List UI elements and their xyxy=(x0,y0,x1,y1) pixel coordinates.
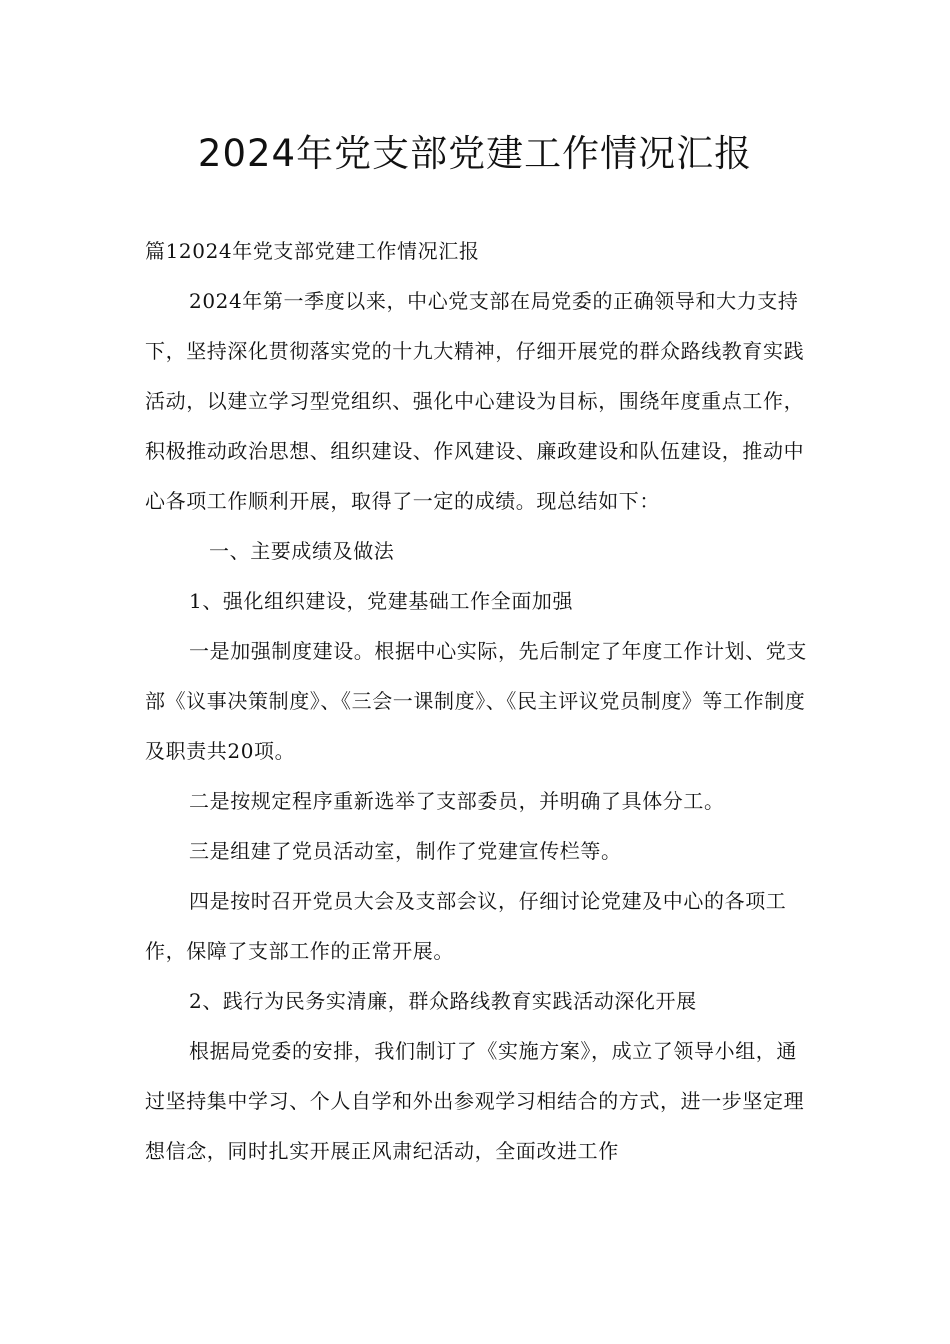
section-heading: 一、主要成绩及做法 xyxy=(209,539,395,563)
body-paragraph: 一是加强制度建设。根据中心实际，先后制定了年度工作计划、党支部《议事决策制度》、《三会一课制度》、《民主评议党员制度》等工作制度及职责共20项。 xyxy=(145,639,807,763)
article-heading: 篇12024年党支部党建工作情况汇报 xyxy=(145,239,480,263)
body-paragraph: 四是按时召开党员大会及支部会议，仔细讨论党建及中心的各项工作，保障了支部工作的正常开展。 xyxy=(145,889,787,963)
subsection-heading: 2、践行为民务实清廉，群众路线教育实践活动深化开展 xyxy=(189,989,697,1013)
document-title: 2024年党支部党建工作情况汇报 xyxy=(197,132,753,175)
body-paragraph: 根据局党委的安排，我们制订了《实施方案》，成立了领导小组，通过坚持集中学习、个人自学和外出参观学习相结合的方式，进一步坚定理想信念，同时扎实开展正风肃纪活动，全面改进工作 xyxy=(145,1039,805,1163)
intro-paragraph: 2024年第一季度以来，中心党支部在局党委的正确领导和大力支持下，坚持深化贯彻落实党的十九大精神，仔细开展党的群众路线教育实践活动，以建立学习型党组织、强化中心建设为目标，围绕年度重点工作，积极推动政治思想、组织建设、作风建设、廉政建设和队伍建设，推动中心各项工作顺利开展，取得了一定的成绩。现总结如下： xyxy=(145,289,805,513)
document-body xyxy=(145,226,815,1176)
subsection-heading: 1、强化组织建设，党建基础工作全面加强 xyxy=(189,589,574,613)
body-paragraph: 二是按规定程序重新选举了支部委员，并明确了具体分工。 xyxy=(189,789,725,813)
body-paragraph: 三是组建了党员活动室，制作了党建宣传栏等。 xyxy=(189,839,622,863)
